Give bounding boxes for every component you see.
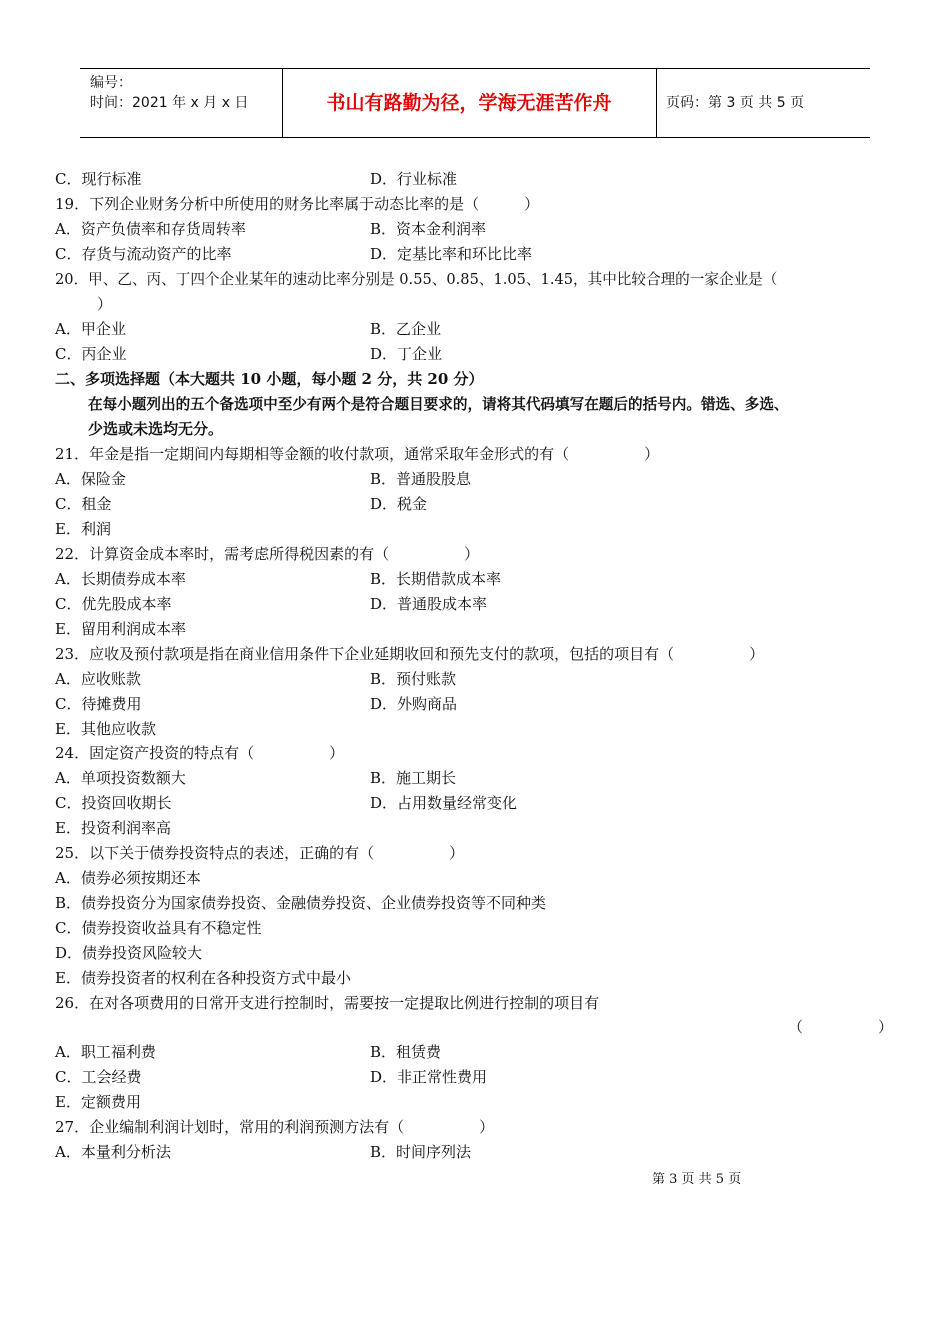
option-line: C．存货与流动资产的比率 [55, 245, 232, 263]
option-line: C．优先股成本率 [55, 595, 172, 613]
option-line: A．资产负债率和存货周转率 [55, 220, 246, 238]
option-line: D．普通股成本率 [370, 595, 488, 613]
page-header [80, 68, 870, 138]
option-line: D．外购商品 [370, 695, 458, 713]
option-line: D．定基比率和环比比率 [370, 245, 533, 263]
option-line: E．留用利润成本率 [55, 620, 186, 638]
option-line: A．单项投资数额大 [55, 769, 186, 787]
question-24: 24．固定资产投资的特点有（ ） [55, 744, 345, 762]
question-19: 19．下列企业财务分析中所使用的财务比率属于动态比率的是（ ） [55, 195, 540, 213]
option-line: B．乙企业 [370, 320, 442, 338]
option-line: C．投资回收期长 [55, 794, 172, 812]
option-line: E．投资利润率高 [55, 819, 171, 837]
option-line: D．行业标准 [370, 170, 458, 188]
question-26: 26．在对各项费用的日常开支进行控制时，需要按一定提取比例进行控制的项目有 [55, 994, 600, 1012]
question-20-cont: ） [97, 295, 113, 313]
option-line: E．利润 [55, 520, 111, 538]
option-line: E．债券投资者的权利在各种投资方式中最小 [55, 969, 351, 987]
option-line: A．职工福利费 [55, 1043, 156, 1061]
option-line: D．占用数量经常变化 [370, 794, 518, 812]
section-instructions: 少选或未选均无分。 [88, 420, 224, 438]
option-line: C．工会经费 [55, 1068, 142, 1086]
question-23: 23．应收及预付款项是指在商业信用条件下企业延期收回和预先支付的款项，包括的项目有（ ） [55, 645, 765, 663]
number-label: 编号： [90, 75, 132, 91]
option-line: B．预付账款 [370, 670, 457, 688]
option-line: B．长期借款成本率 [370, 570, 502, 588]
option-line: A．甲企业 [55, 320, 126, 338]
option-line: A．应收账款 [55, 670, 141, 688]
option-line: B．租赁费 [370, 1043, 442, 1061]
option-line: C．丙企业 [55, 345, 127, 363]
header-motto: 书山有路勤为径，学海无涯苦作舟 [326, 92, 612, 114]
option-line: D．非正常性费用 [370, 1068, 488, 1086]
section-instructions: 在每小题列出的五个备选项中至少有两个是符合题目要求的，请将其代码填写在题后的括号内。错选、多选、 [88, 396, 789, 413]
question-27: 27．企业编制利润计划时，常用的利润预测方法有（ ） [55, 1118, 495, 1136]
option-line: B．普通股股息 [370, 470, 472, 488]
option-line: C．待摊费用 [55, 695, 142, 713]
question-26-cont: （ ） [788, 1018, 894, 1036]
section-title: 二、多项选择题（本大题共 10 小题，每小题 2 分，共 20 分） [55, 370, 484, 388]
question-22: 22．计算资金成本率时，需考虑所得税因素的有（ ） [55, 545, 480, 563]
header-page-info: 页码：第 3 页 共 5 页 [666, 95, 805, 111]
option-line: E．其他应收款 [55, 720, 156, 738]
question-25: 25．以下关于债券投资特点的表述，正确的有（ ） [55, 844, 465, 862]
option-line: A．本量利分析法 [55, 1143, 171, 1161]
option-line: B．债券投资分为国家债券投资、金融债券投资、企业债券投资等不同种类 [55, 894, 547, 912]
option-line: C．现行标准 [55, 170, 142, 188]
option-line: D．丁企业 [370, 345, 443, 363]
option-line: A．长期债券成本率 [55, 570, 186, 588]
question-20: 20．甲、乙、丙、丁四个企业某年的速动比率分别是 0.55、0.85、1.05、1.45，其中比较合理的一家企业是（ [55, 271, 778, 288]
header-left [90, 73, 248, 113]
option-line: C．租金 [55, 495, 112, 513]
option-line: B．时间序列法 [370, 1143, 472, 1161]
option-line: E．定额费用 [55, 1093, 141, 1111]
option-line: D．税金 [370, 495, 428, 513]
option-line: A．债券必须按期还本 [55, 869, 201, 887]
header-divider [656, 69, 657, 137]
page-footer: 第 3 页 共 5 页 [652, 1172, 742, 1187]
date-label: 时间：2021 年 x 月 x 日 [90, 95, 249, 111]
option-line: C．债券投资收益具有不稳定性 [55, 919, 262, 937]
option-line: B．施工期长 [370, 769, 457, 787]
question-21: 21．年金是指一定期间内每期相等金额的收付款项，通常采取年金形式的有（ ） [55, 445, 660, 463]
option-line: D．债券投资风险较大 [55, 944, 203, 962]
option-line: A．保险金 [55, 470, 126, 488]
option-line: B．资本金利润率 [370, 220, 487, 238]
